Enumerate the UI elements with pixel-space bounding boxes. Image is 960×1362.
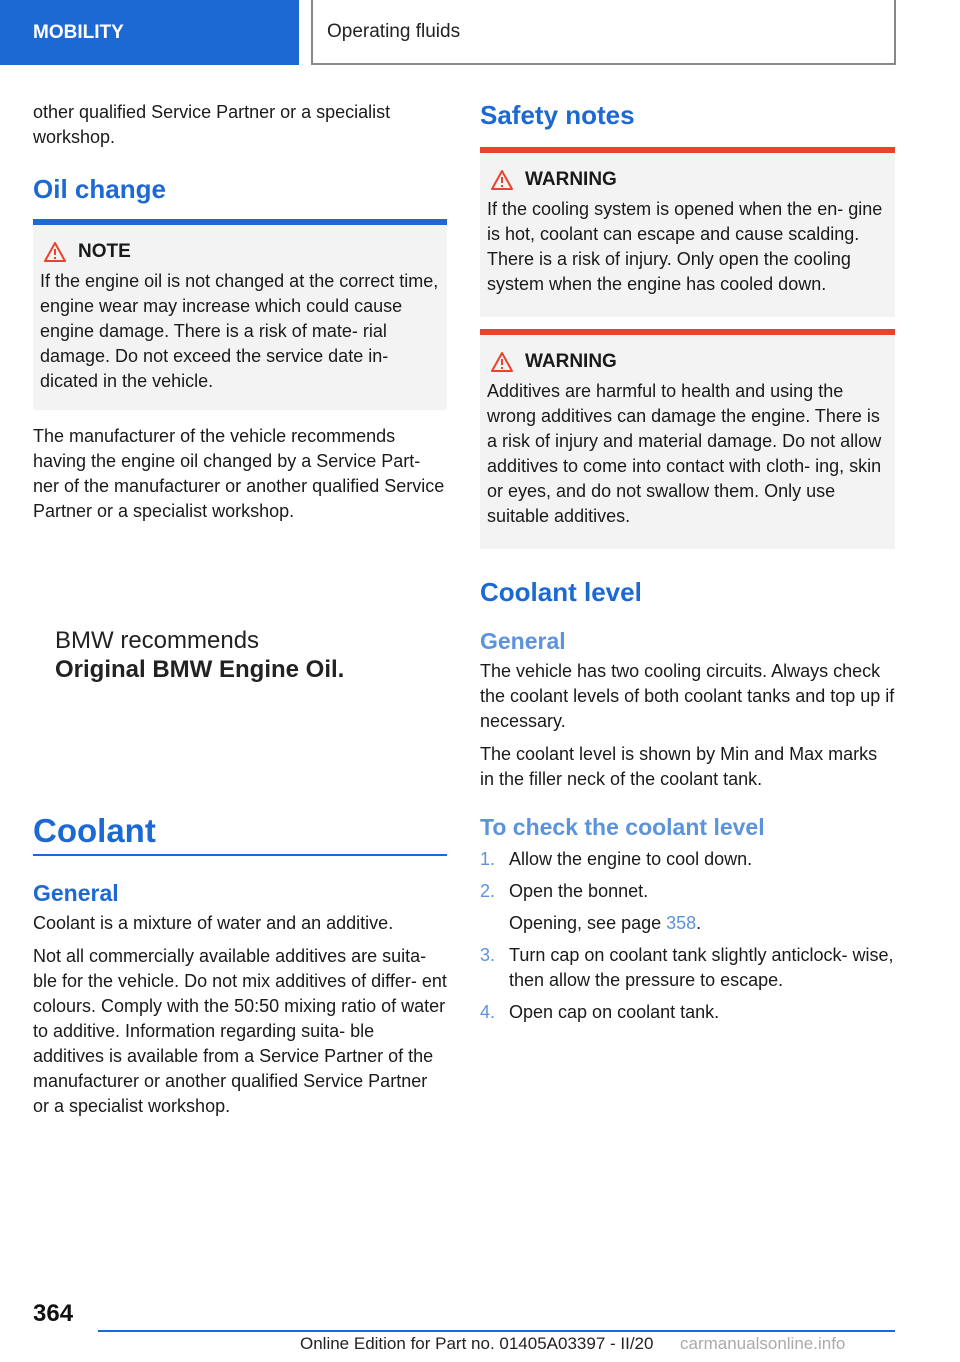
warning-triangle-icon [44,242,66,262]
warning-label-1: WARNING [525,169,617,190]
edition-text: Online Edition for Part no. 01405A03397 - II/20 [300,1334,654,1353]
list-item [480,943,895,993]
warning-triangle-icon [491,352,513,372]
coolant-section [33,812,447,1127]
coolant-heading-rule [33,854,447,856]
note-header [40,241,439,263]
step-number: 4. [480,1002,496,1022]
list-item [480,879,895,936]
warning-header-2 [487,351,887,373]
warning-box-1 [480,147,895,317]
coolant-level-p1: The vehicle has two cooling circuits. Always check the coolant levels of both coolant tanks and top up if necessary. [480,661,895,731]
step-body [509,879,701,936]
oil-change-heading: Oil change [33,174,166,204]
check-steps-list [480,847,895,1025]
warning-text-1: If the cooling system is opened when the en‐ gine is hot, coolant can escape and cause scalding. There is a risk of injury. Only open the cooling system when the engine has cooled down. [487,199,883,294]
note-label: NOTE [78,241,131,262]
header-section-tab [0,0,299,65]
oil-promo-graphic [55,626,344,684]
watermark: carmanualsonline.info [680,1334,846,1353]
step-subtext [509,911,701,936]
coolant-general-heading: General [33,880,119,906]
step-text: Open the bonnet. [509,881,649,901]
note-text: If the engine oil is not changed at the correct time, engine wear may increase which could cause engine damage. There is a risk of mate‐ rial damage. Do not exceed the service date in‐ dicated in the vehicle. [40,271,439,391]
header-chapter-label: Operating fluids [327,20,461,42]
step-text: Allow the engine to cool down. [509,849,753,869]
right-column [480,100,895,1032]
safety-notes-heading: Safety notes [480,100,635,130]
list-item [480,847,895,872]
promo-line-1: BMW recommends [55,627,260,654]
coolant-general-p1: Coolant is a mixture of water and an additive. [33,913,394,933]
step-number: 1. [480,849,496,869]
warning-header-1 [487,169,887,191]
step-number: 3. [480,945,496,965]
promo-line-2: Original BMW Engine Oil. [55,656,345,683]
header-chapter-tab [311,0,896,65]
list-item [480,1000,895,1025]
continued-text: other qualified Service Partner or a specialist workshop. [33,102,391,147]
coolant-heading: Coolant [33,812,156,849]
warning-label-2: WARNING [525,351,617,372]
coolant-level-heading: Coolant level [480,577,642,607]
coolant-level-p2: The coolant level is shown by Min and Max marks in the filler neck of the coolant tank. [480,744,878,789]
warning-triangle-icon [491,170,513,190]
check-coolant-heading: To check the coolant level [480,814,765,840]
header-section-label: MOBILITY [33,21,124,43]
step-text: Open cap on coolant tank. [509,1002,720,1022]
note-box [33,219,447,410]
left-column [33,100,447,532]
coolant-general-p2: Not all commercially available additives are suita‐ ble for the vehicle. Do not mix additives of differ‐ ent colours. Comply with the 50:50 mixing ratio of water to additive. Information regarding suita‐ ble additives is available from a Service Partner of the manufacturer or another qualified Service Partner or a specialist workshop. [33,946,447,1116]
page-number: 364 [33,1300,74,1327]
step-number: 2. [480,881,496,901]
step-sub-suffix: . [696,913,702,933]
step-text: Turn cap on coolant tank slightly anticlock‐ wise, then allow the pressure to escape. [509,945,894,990]
footer-rule [98,1330,895,1332]
oil-change-paragraph: The manufacturer of the vehicle recommends having the engine oil changed by a Service Part‐ ner of the manufacturer or another qualified Service Partner or a specialist workshop. [33,426,445,521]
warning-box-2 [480,329,895,549]
coolant-level-general-heading: General [480,628,566,654]
step-sub-prefix: Opening, see page [509,913,667,933]
warning-text-2: Additives are harmful to health and using the wrong additives can damage the engine. There is a risk of injury and material damage. Do not allow additives to come into contact with cloth‐ ing, skin or eyes, and do not swallow them. Only use suitable additives. [487,381,882,526]
page-link-358[interactable]: 358 [666,913,697,933]
